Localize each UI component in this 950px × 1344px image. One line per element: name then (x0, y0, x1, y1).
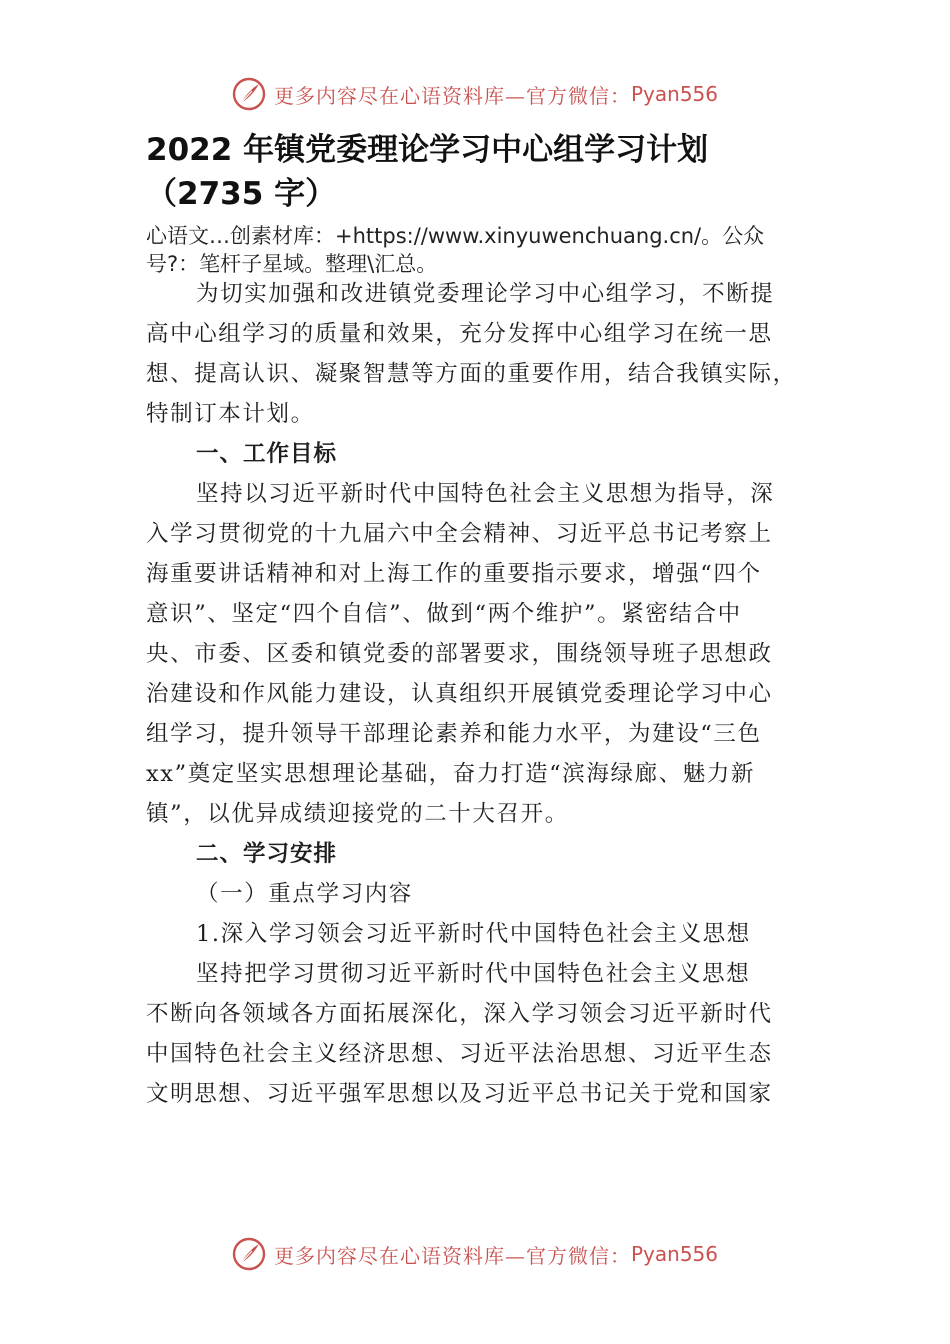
paragraph-line: 中国特色社会主义经济思想、习近平法治思想、习近平生态 (146, 1041, 773, 1067)
intro-line: 特制订本计划。 (146, 401, 315, 427)
paragraph-line: 坚持把学习贯彻习近平新时代中国特色社会主义思想 (196, 961, 751, 987)
intro-line: 想、提高认识、凝聚智慧等方面的重要作用，结合我镇实际， (146, 361, 797, 387)
paragraph-line: 海重要讲话精神和对上海工作的重要指示要求，增强“四个 (146, 561, 762, 587)
source-line-1: 心语文…创素材库：+https://www.xinyuwenchuang.cn/。公众 (146, 224, 765, 248)
paragraph-line: 组学习，提升领导干部理论素养和能力水平，为建设“三色 (146, 721, 762, 747)
intro-line: 高中心组学习的质量和效果，充分发挥中心组学习在统一思 (146, 321, 773, 347)
paragraph-line: 央、市委、区委和镇党委的部署要求，围绕领导班子思想政 (146, 641, 773, 667)
title-line-2: （2735 字） (146, 176, 337, 212)
document-title (146, 128, 846, 216)
banner-wechat-id: Pyan556 (630, 82, 718, 106)
paragraph-line: 坚持以习近平新时代中国特色社会主义思想为指导，深 (196, 481, 775, 507)
subsection-heading: （一）重点学习内容 (196, 881, 413, 907)
watermark-banner-bottom (0, 1234, 950, 1274)
banner-text: 更多内容尽在心语资料库—官方微信： (273, 1243, 631, 1268)
item-heading: 1.深入学习领会习近平新时代中国特色社会主义思想 (196, 921, 751, 947)
paragraph-line: 不断向各领域各方面拓展深化，深入学习领会习近平新时代 (146, 1001, 773, 1027)
document-body (146, 274, 816, 1114)
section-heading-arrangement: 二、学习安排 (196, 841, 338, 867)
source-line-2: 号?：笔杆子星域。整理\汇总。 (146, 252, 438, 276)
banner-wechat-id: Pyan556 (630, 1242, 718, 1266)
intro-line: 为切实加强和改进镇党委理论学习中心组学习，不断提 (196, 281, 775, 307)
feather-logo-icon (232, 1237, 266, 1271)
paragraph-line: 治建设和作风能力建设，认真组织开展镇党委理论学习中心 (146, 681, 773, 707)
paragraph-line: 入学习贯彻党的十九届六中全会精神、习近平总书记考察上 (146, 521, 773, 547)
title-line-1: 2022 年镇党委理论学习中心组学习计划 (146, 132, 709, 168)
banner-text: 更多内容尽在心语资料库—官方微信： (273, 83, 631, 108)
source-note (146, 222, 846, 278)
paragraph-line: xx”奠定坚实思想理论基础，奋力打造“滨海绿廊、魅力新 (146, 761, 756, 787)
watermark-banner-top (0, 74, 950, 114)
paragraph-line: 镇”，以优异成绩迎接党的二十大召开。 (146, 801, 569, 827)
paragraph-line: 文明思想、习近平强军思想以及习近平总书记关于党和国家 (146, 1081, 773, 1107)
paragraph-line: 意识”、坚定“四个自信”、做到“两个维护”。紧密结合中 (146, 601, 742, 627)
feather-logo-icon (232, 77, 266, 111)
section-heading-goals: 一、工作目标 (196, 441, 338, 467)
